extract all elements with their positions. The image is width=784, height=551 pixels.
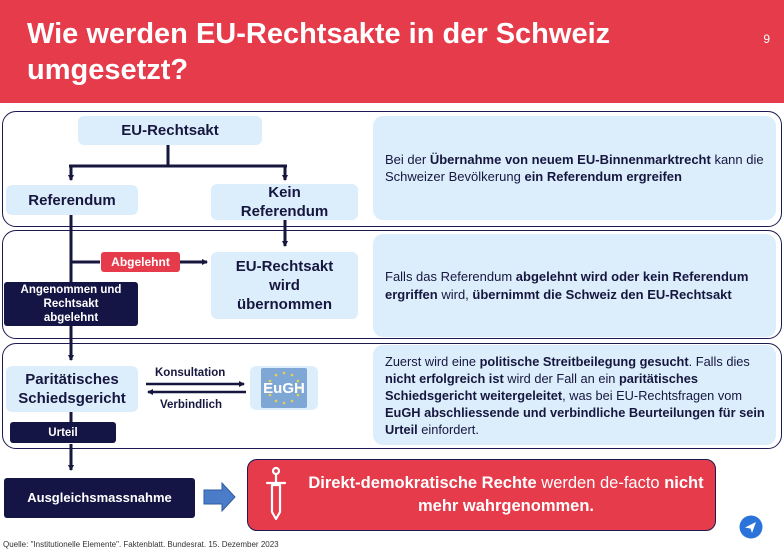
box-ausgleichsmassnahme: Ausgleichsmassnahme — [4, 478, 195, 518]
send-icon[interactable] — [739, 515, 763, 539]
tag-urteil: Urteil — [10, 422, 116, 443]
tag-angenommen — [4, 282, 138, 326]
box-eu-rechtsakt: EU-Rechtsakt — [78, 116, 262, 145]
source-note: Quelle: "Institutionelle Elemente". Faktenblatt. Bundesrat. 15. Dezember 2023 — [3, 540, 279, 549]
box-referendum: Referendum — [6, 185, 138, 215]
info-box-referendum — [373, 116, 776, 220]
uebernommen-line3: übernommen — [236, 296, 332, 313]
angenommen-line3: abgelehnt — [43, 312, 99, 324]
page-number: 9 — [763, 32, 770, 46]
dagger-icon — [261, 466, 291, 524]
box-rechtsakt-uebernommen — [211, 252, 358, 319]
tag-abgelehnt: Abgelehnt — [101, 252, 180, 272]
info-box-uebernahme — [373, 234, 776, 337]
page-title-line1: Wie werden EU-Rechtsakte in der Schweiz — [27, 18, 611, 50]
info2-text: Falls das Referendum abgelehnt wird oder kein Referendum ergriffen wird, übernimmt die Schweiz den EU-Rechtsakt — [385, 269, 749, 302]
angenommen-line1: Angenommen und — [20, 284, 122, 296]
angenommen-line2: Rechtsakt — [43, 298, 99, 310]
info1-text: Bei der Übernahme von neuem EU-Binnenmarktrecht kann die Schweizer Bevölkerung ein Referendum ergreifen — [385, 151, 764, 184]
box-schiedsgericht — [6, 366, 138, 412]
box-eugh — [250, 366, 318, 410]
eugh-label: EuGH — [263, 379, 305, 397]
uebernommen-line2: wird — [269, 277, 300, 294]
label-verbindlich: Verbindlich — [160, 399, 222, 411]
conclusion-text: Direkt-demokratische Rechte werden de-facto nicht mehr wahrgenommen. — [308, 474, 704, 515]
schied-line1: Paritätisches — [25, 371, 119, 388]
label-konsultation: Konsultation — [155, 367, 226, 379]
conclusion-box — [247, 459, 716, 531]
info3-text: Zuerst wird eine politische Streitbeilegung gesucht. Falls dies nicht erfolgreich ist wird der Fall an ein paritätisches Schiedsgericht weitergeleitet, was bei EU-Rechtsfragen vom EuGH abschliessende und verbindliche Beurteilungen für sein Urteil einfordert. — [385, 353, 765, 437]
schied-line2: Schiedsgericht — [18, 390, 126, 407]
uebernommen-line1: EU-Rechtsakt — [235, 258, 334, 275]
page-title-line2: umgesetzt? — [27, 54, 189, 86]
kein-line2: Referendum — [240, 203, 329, 220]
info-box-schiedsgericht — [373, 345, 776, 445]
kein-line1: Kein — [268, 184, 301, 201]
box-kein-referendum — [211, 184, 358, 220]
